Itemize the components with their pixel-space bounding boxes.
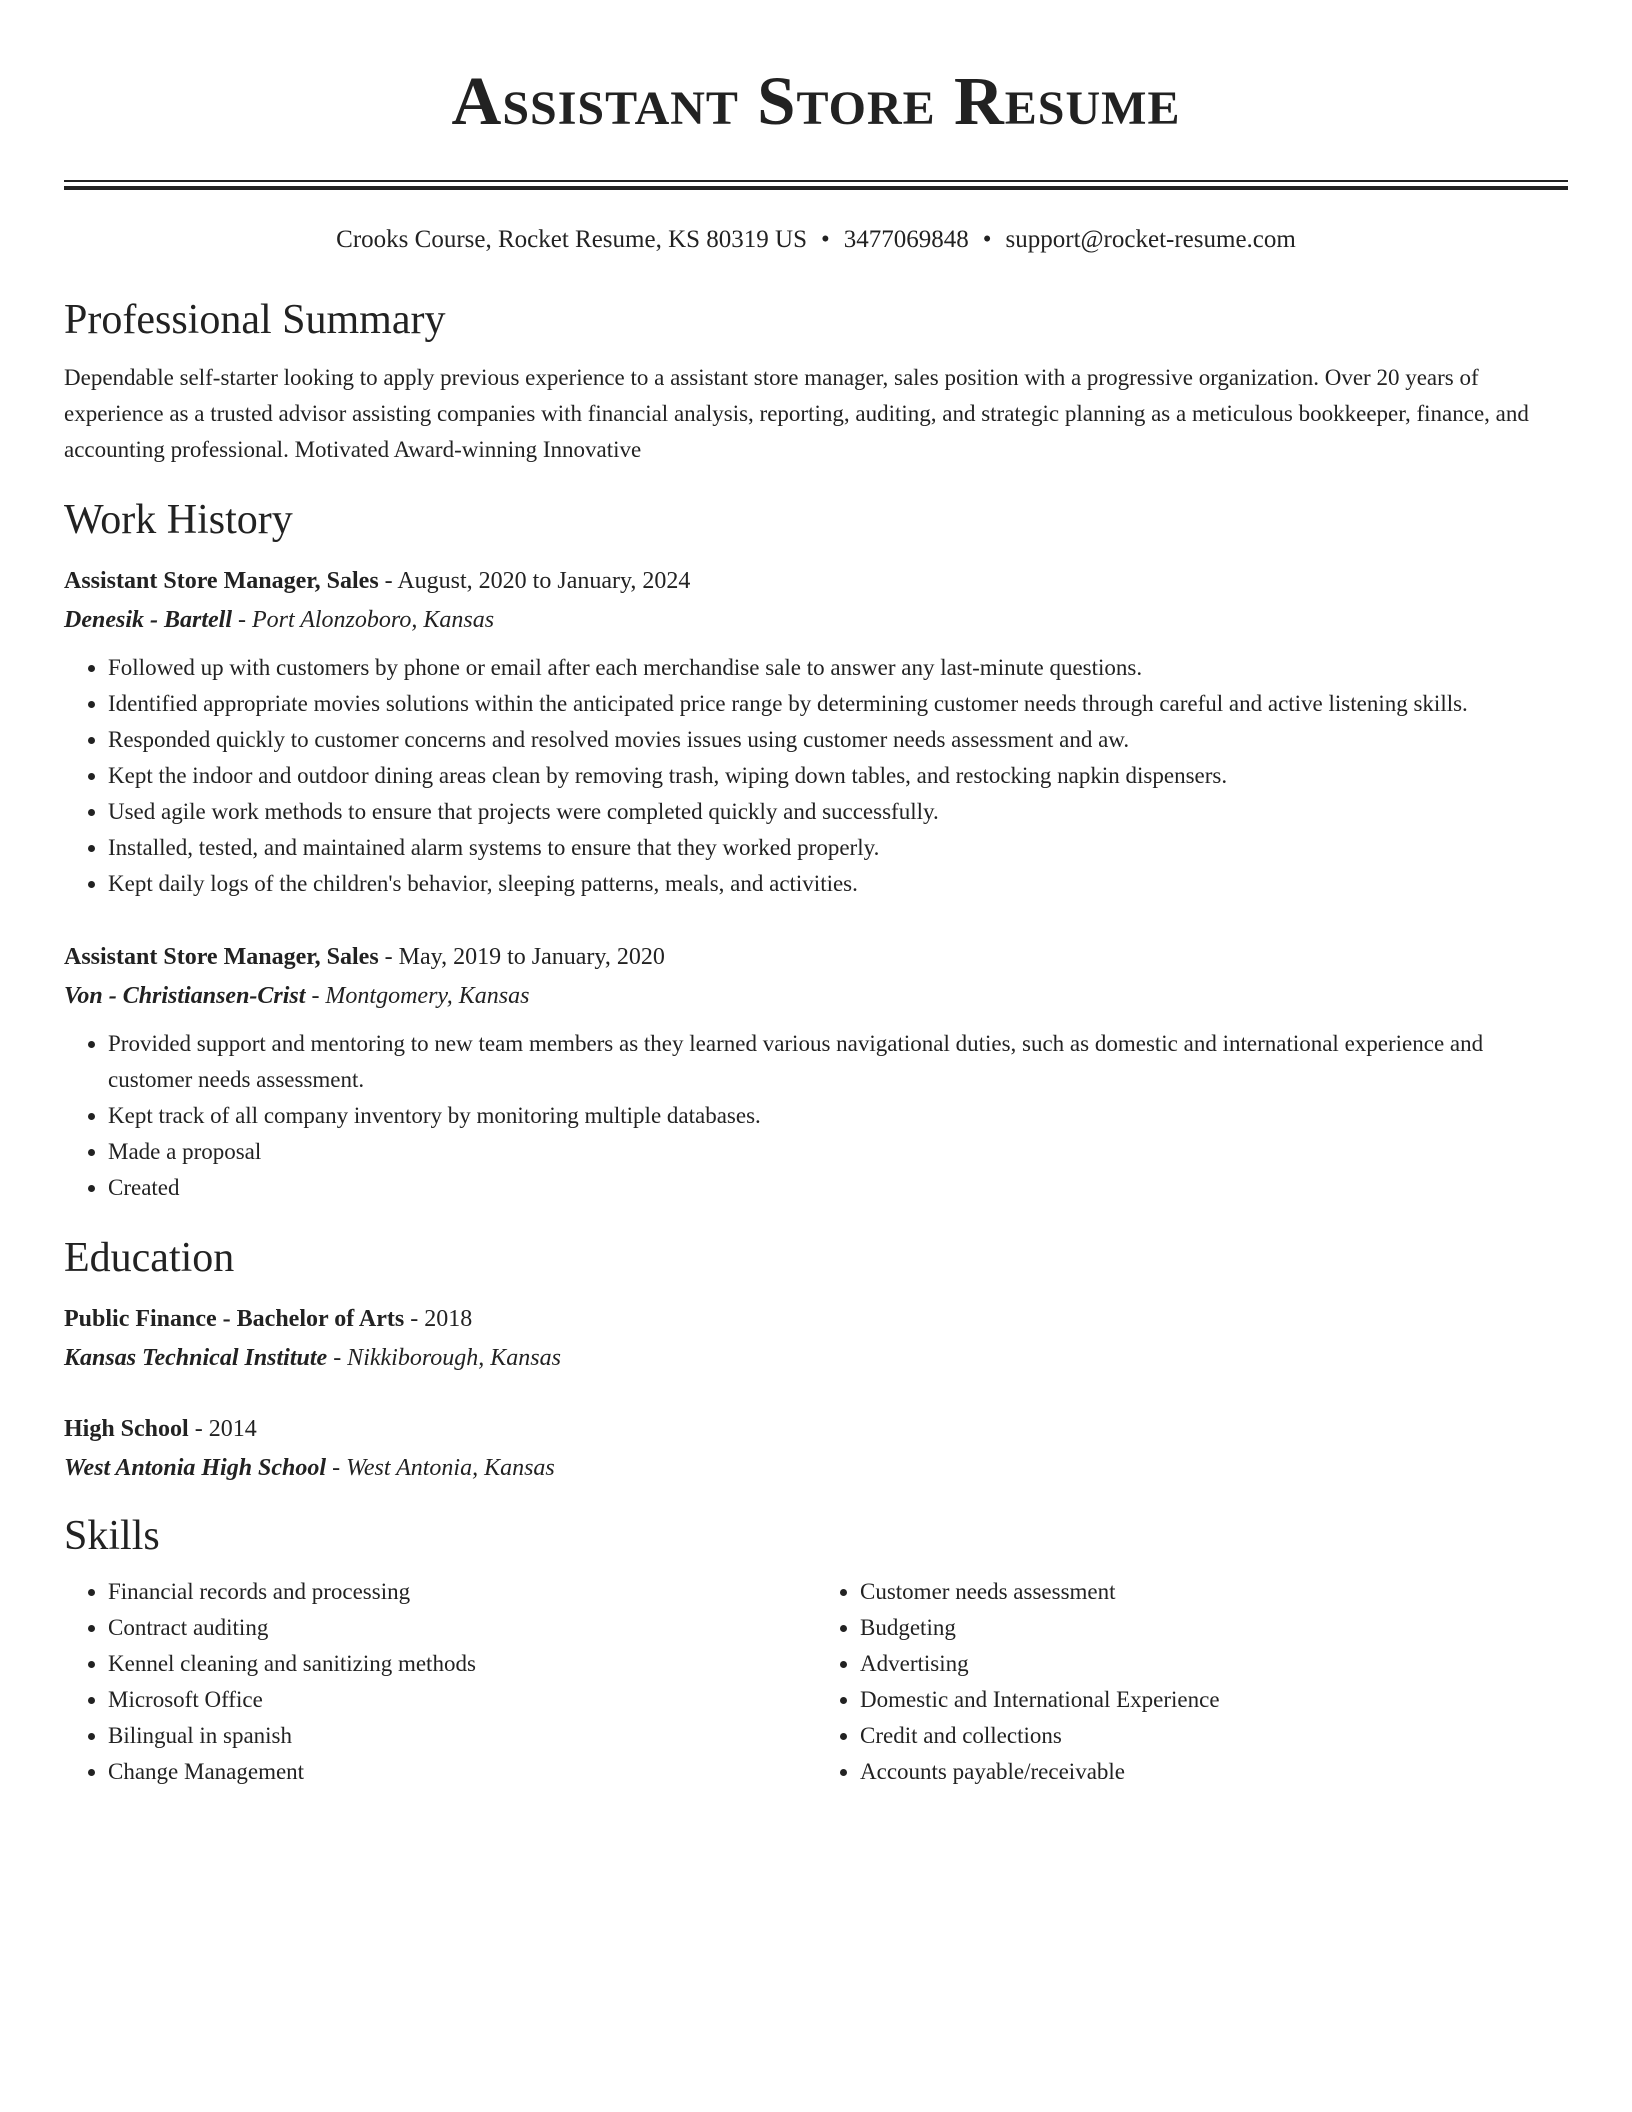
job-duty: • Responded quickly to customer concerns and resolved movies issues using customer needs assessment and aw. bbox=[108, 722, 1568, 758]
education-year: - 2018 bbox=[404, 1306, 473, 1332]
job-duty: • Followed up with customers by phone or email after each merchandise sale to answer any last-minute questions. bbox=[108, 650, 1568, 686]
job-duties-list bbox=[64, 1026, 1568, 1206]
job-dates: - August, 2020 to January, 2024 bbox=[378, 568, 691, 594]
job-company: Von - Christiansen-Crist bbox=[64, 983, 306, 1009]
job-duty: • Kept track of all company inventory by monitoring multiple databases. bbox=[108, 1098, 1568, 1134]
job-duty: • Identified appropriate movies solutions within the anticipated price range by determining customer needs through careful and active listening skills. bbox=[108, 686, 1568, 722]
skill-item: • Advertising bbox=[860, 1646, 1568, 1682]
skill-item: • Kennel cleaning and sanitizing methods bbox=[108, 1646, 816, 1682]
job-header bbox=[64, 938, 1568, 976]
contact-separator: • bbox=[821, 226, 830, 253]
contact-address: Crooks Course, Rocket Resume, KS 80319 US bbox=[336, 226, 807, 253]
skill-item: • Bilingual in spanish bbox=[108, 1718, 816, 1754]
summary-heading: Professional Summary bbox=[64, 297, 446, 343]
contact-email: support@rocket-resume.com bbox=[1005, 226, 1296, 253]
job-duty: • Created bbox=[108, 1170, 1568, 1206]
education-school: West Antonia High School bbox=[64, 1455, 327, 1481]
skills-list-left bbox=[64, 1574, 816, 1790]
skill-item: • Change Management bbox=[108, 1754, 816, 1790]
job-duties-list bbox=[64, 650, 1568, 902]
job-duty: • Made a proposal bbox=[108, 1134, 1568, 1170]
job-location: - Port Alonzoboro, Kansas bbox=[232, 607, 495, 633]
skill-item: • Microsoft Office bbox=[108, 1682, 816, 1718]
skills-heading: Skills bbox=[64, 1513, 160, 1559]
contact-line bbox=[64, 224, 1568, 256]
job-employer bbox=[64, 600, 1568, 640]
job-duty: • Installed, tested, and maintained alarm systems to ensure that they worked properly. bbox=[108, 830, 1568, 866]
summary-text: Dependable self-starter looking to apply previous experience to a assistant store manager, sales position with a progressive organization. Over 20 years of experience as a trusted advisor assisting companies with financial analysis, reporting, auditing, and strategic planning as a meticulous bookkeeper, finance, and accounting professional. Motivated Award-winning Innovative bbox=[64, 365, 1529, 462]
job-company: Denesik - Bartell bbox=[64, 607, 232, 633]
skill-item: • Contract auditing bbox=[108, 1610, 816, 1646]
skills-columns bbox=[64, 1574, 1568, 1790]
job-duty: • Kept daily logs of the children's behavior, sleeping patterns, meals, and activities. bbox=[108, 866, 1568, 902]
job-location: - Montgomery, Kansas bbox=[305, 983, 530, 1009]
job-entry bbox=[64, 938, 1568, 1206]
job-header bbox=[64, 562, 1568, 600]
job-duty: • Provided support and mentoring to new team members as they learned various navigational duties, such as domestic and international experience and customer needs assessment. bbox=[108, 1026, 1568, 1098]
education-header bbox=[64, 1300, 1568, 1338]
skill-item: • Domestic and International Experience bbox=[860, 1682, 1568, 1718]
education-heading: Education bbox=[64, 1235, 235, 1281]
job-employer bbox=[64, 976, 1568, 1016]
education-entry bbox=[64, 1410, 1568, 1488]
education-degree: Public Finance - Bachelor of Arts bbox=[64, 1306, 405, 1332]
education-entry bbox=[64, 1300, 1568, 1378]
job-dates: - May, 2019 to January, 2020 bbox=[378, 944, 665, 970]
work-history-heading: Work History bbox=[64, 497, 293, 543]
job-role: Assistant Store Manager, Sales bbox=[64, 944, 379, 970]
title-divider bbox=[64, 180, 1568, 190]
job-entry bbox=[64, 562, 1568, 902]
job-duty: • Used agile work methods to ensure that projects were completed quickly and successfully. bbox=[108, 794, 1568, 830]
resume-title: Assistant Store Resume bbox=[451, 63, 1181, 139]
contact-separator: • bbox=[982, 226, 992, 253]
skill-item: • Customer needs assessment bbox=[860, 1574, 1568, 1610]
education-header bbox=[64, 1410, 1568, 1448]
contact-phone: 3477069848 bbox=[843, 226, 969, 253]
job-duty: • Kept the indoor and outdoor dining areas clean by removing trash, wiping down tables, and restocking napkin dispensers. bbox=[108, 758, 1568, 794]
skills-list-right bbox=[816, 1574, 1568, 1790]
skill-item: • Accounts payable/receivable bbox=[860, 1754, 1568, 1790]
education-location: - West Antonia, Kansas bbox=[326, 1455, 555, 1481]
skill-item: • Financial records and processing bbox=[108, 1574, 816, 1610]
skill-item: • Credit and collections bbox=[860, 1718, 1568, 1754]
education-degree: High School bbox=[64, 1416, 189, 1442]
education-school-line bbox=[64, 1448, 1568, 1488]
education-year: - 2014 bbox=[188, 1416, 257, 1442]
education-school-line bbox=[64, 1338, 1568, 1378]
education-location: - Nikkiborough, Kansas bbox=[327, 1345, 561, 1371]
job-role: Assistant Store Manager, Sales bbox=[64, 568, 379, 594]
skill-item: • Budgeting bbox=[860, 1610, 1568, 1646]
education-school: Kansas Technical Institute bbox=[64, 1345, 328, 1371]
